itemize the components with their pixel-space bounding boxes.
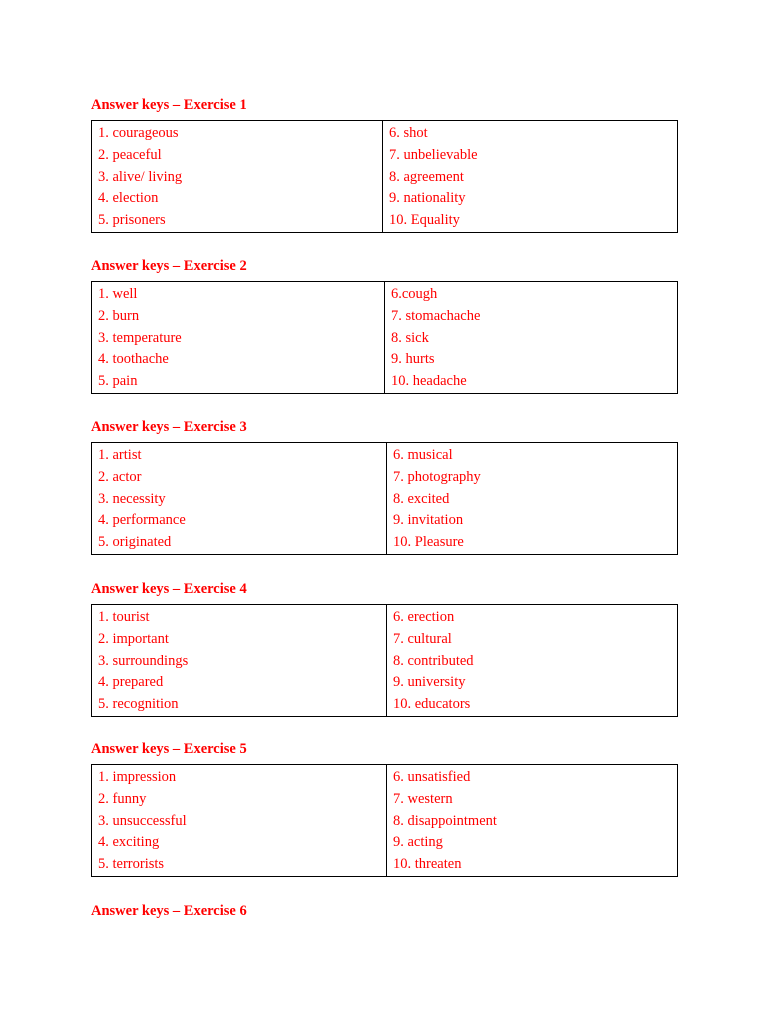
answer-item: 6. erection (393, 609, 455, 625)
answer-item: 3. surroundings (98, 652, 189, 669)
answer-item: 2. peaceful (98, 146, 162, 163)
exercise-1-section (91, 97, 678, 233)
exercise-heading: Answer keys – Exercise 6 (91, 903, 247, 919)
answer-item: 5. terrorists (98, 856, 165, 873)
answer-item: 4. prepared (98, 674, 164, 691)
answer-item: 2. important (98, 630, 169, 647)
answer-item: 7. photography (393, 468, 481, 485)
answer-item: 7. western (393, 790, 453, 807)
answer-item: 4. exciting (98, 834, 160, 851)
answer-column-right (385, 282, 677, 393)
answer-item: 7. stomachache (391, 307, 481, 324)
answer-item: 5. originated (98, 534, 172, 551)
answer-item: 1. tourist (98, 609, 150, 625)
answer-key-table (91, 120, 678, 233)
answer-item: 6. shot (389, 125, 428, 141)
answer-item: 9. invitation (393, 512, 464, 529)
answer-item: 3. alive/ living (98, 168, 183, 185)
answer-item: 8. contributed (393, 652, 474, 669)
answer-column-right (387, 443, 677, 554)
exercise-6-section (91, 903, 678, 926)
answer-column-left (92, 282, 385, 393)
answer-item: 8. excited (393, 490, 450, 507)
answer-key-table (91, 281, 678, 394)
answer-column-right (387, 765, 677, 876)
answer-item: 2. actor (98, 468, 142, 485)
answer-column-right (383, 121, 677, 232)
answer-item: 1. courageous (98, 125, 179, 141)
answer-item: 8. sick (391, 329, 429, 346)
exercise-4-section (91, 581, 678, 717)
answer-column-left (92, 605, 387, 716)
answer-item: 9. acting (393, 834, 443, 851)
answer-item: 3. necessity (98, 490, 166, 507)
answer-item: 10. threaten (393, 856, 462, 873)
answer-item: 6. unsatisfied (393, 769, 471, 785)
answer-item: 8. disappointment (393, 812, 497, 829)
answer-item: 7. cultural (393, 630, 452, 647)
answer-item: 9. university (393, 674, 466, 691)
answer-item: 5. pain (98, 373, 138, 390)
answer-item: 1. artist (98, 447, 142, 463)
answer-item: 8. agreement (389, 168, 464, 185)
answer-item: 3. temperature (98, 329, 182, 346)
answer-item: 6. musical (393, 447, 453, 463)
answer-item: 9. hurts (391, 351, 435, 368)
exercise-heading: Answer keys – Exercise 4 (91, 581, 247, 597)
answer-item: 10. educators (393, 696, 471, 713)
answer-column-right (387, 605, 677, 716)
answer-item: 4. toothache (98, 351, 169, 368)
answer-item: 2. funny (98, 790, 147, 807)
exercise-3-section (91, 419, 678, 555)
exercise-5-section (91, 741, 678, 877)
answer-item: 6.cough (391, 286, 438, 302)
answer-item: 1. impression (98, 769, 177, 785)
answer-item: 10. headache (391, 373, 467, 390)
answer-column-left (92, 443, 387, 554)
answer-item: 4. performance (98, 512, 186, 529)
exercise-2-section (91, 258, 678, 394)
answer-item: 5. prisoners (98, 212, 166, 229)
exercise-heading: Answer keys – Exercise 1 (91, 97, 247, 113)
answer-key-table (91, 604, 678, 717)
answer-column-left (92, 121, 383, 232)
exercise-heading: Answer keys – Exercise 2 (91, 258, 247, 274)
answer-key-table (91, 764, 678, 877)
answer-item: 5. recognition (98, 696, 179, 713)
exercise-heading: Answer keys – Exercise 3 (91, 419, 247, 435)
answer-item: 2. burn (98, 307, 140, 324)
exercise-heading: Answer keys – Exercise 5 (91, 741, 247, 757)
answer-item: 3. unsuccessful (98, 812, 187, 829)
answer-item: 7. unbelievable (389, 146, 478, 163)
answer-item: 10. Equality (389, 212, 460, 229)
answer-column-left (92, 765, 387, 876)
answer-item: 10. Pleasure (393, 534, 464, 551)
answer-item: 1. well (98, 286, 138, 302)
answer-key-table (91, 442, 678, 555)
answer-item: 4. election (98, 190, 159, 207)
answer-item: 9. nationality (389, 190, 466, 207)
